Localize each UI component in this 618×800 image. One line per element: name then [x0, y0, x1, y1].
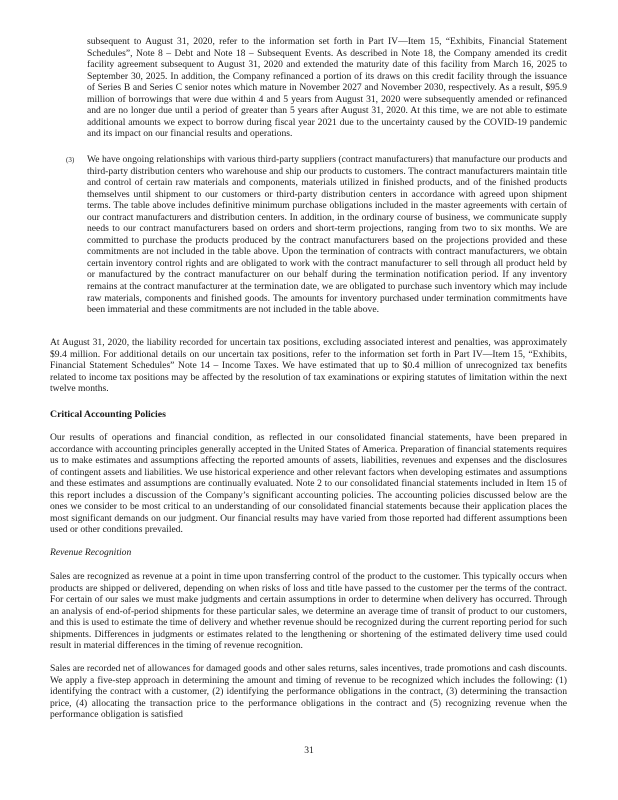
revenue-recognition-paragraph-2: Sales are recorded net of allowances for damaged goods and other sales returns, sales incentives, trade promotions and cash discounts. We apply a five-step approach in determining the amount and timing of revenue to be recognized which includes the following: (1) identifying the contract with a customer, (2) identifying the performance obligations in the contract, (3) determining the transaction price, (4) allocating the transaction price to the performance obligations in the contract and (5) recognizing revenue when the performance obligation is satisfied [50, 663, 567, 721]
tax-positions-paragraph: At August 31, 2020, the liability recorded for uncertain tax positions, excluding associated interest and penalties, was approximately $9.4 million. For additional details on our uncertain tax positions, refer to the information set forth in Part IV—Item 15, “Exhibits, Financial Statement Schedules” Note 14 – Income Taxes. We have estimated that up to $0.4 million of unrecognized tax benefits related to income tax positions may be affected by the resolution of tax examinations or expiring statutes of limitation within the next twelve months. [50, 337, 567, 395]
debt-continuation-paragraph: subsequent to August 31, 2020, refer to the information set forth in Part IV—Item 15, “Exhibits, Financial Statement Schedules”, Note 8 – Debt and Note 18 – Subsequent Events. As described in Note 18, the Company amended its credit facility agreement subsequent to August 31, 2020 and extended the maturity date of this facility from March 16, 2025 to September 30, 2025. In addition, the Company refinanced a portion of its draws on this credit facility through the issuance of Series B and Series C senior notes which mature in November 2027 and November 2030, respectively. As a result, $95.9 million of borrowings that were due within 4 and 5 years from August 31, 2020 were subsequently amended or refinanced and are no longer due until a period of greater than 5 years after August 31, 2020. At this time, we are not able to estimate additional amounts we expect to borrow during fiscal year 2021 due to the uncertainty caused by the COVID-19 pandemic and its impact on our financial results and operations. [87, 36, 567, 140]
critical-policies-paragraph: Our results of operations and financial condition, as reflected in our consolidated financial statements, have been prepared in accordance with accounting principles generally accepted in the United States of America. Preparation of financial statements requires us to make estimates and assumptions affecting the reported amounts of assets, liabilities, revenues and expenses and the disclosures of contingent assets and liabilities. We use historical experience and other relevant factors when developing estimates and assumptions and these estimates and assumptions are continually evaluated. Note 2 to our consolidated financial statements included in Item 15 of this report includes a discussion of the Company’s significant accounting policies. The accounting policies discussed below are the ones we consider to be most critical to an understanding of our consolidated financial statements because their application places the most significant demands on our judgment. Our financial results may have varied from those reported had different assumptions been used or other conditions prevailed. [50, 432, 567, 536]
section-heading: Critical Accounting Policies [50, 409, 166, 420]
revenue-recognition-paragraph-1: Sales are recognized as revenue at a point in time upon transferring control of the product to the customer. This typically occurs when products are shipped or delivered, depending on when risks of loss and title have passed to the customer per the terms of the contract. For certain of our sales we must make judgments and certain assumptions in order to determine when delivery has occurred. Through an analysis of end-of-period shipments for these particular sales, we determine an average time of transit of product to our customers, and this is used to estimate the time of delivery and whether revenue should be recognized during the current reporting period for such shipments. Differences in judgments or estimates related to the lengthening or shortening of the estimated delivery time used could result in material differences in the timing of revenue recognition. [50, 571, 567, 652]
footnote-marker: (3) [66, 156, 75, 164]
footnote-3-paragraph: We have ongoing relationships with various third-party suppliers (contract manufacturers) that manufacture our products and third-party distribution centers who warehouse and ship our products to customers. The contract manufacturers maintain title and control of certain raw materials and components, materials utilized in finished products, and of the finished products themselves until shipment to our customers or third-party distribution centers in accordance with agreed upon shipment terms. The table above includes definitive minimum purchase obligations included in the master agreements with certain of our contract manufacturers and distribution centers. In addition, in the ordinary course of business, we communicate supply needs to our contract manufacturers based on orders and short-term projections, ranging from two to six months. We are committed to purchase the products produced by the contract manufacturers based on the projections provided and these commitments are not included in the table above. Upon the termination of contracts with contract manufacturers, we obtain certain inventory control rights and are obligated to work with the contract manufacturer to sell through all product held by or manufactured by the contract manufacturer on our behalf during the termination notification period. If any inventory remains at the contract manufacturer at the termination date, we are obligated to purchase such inventory which may include raw materials, components and finished goods. The amounts for inventory purchased under termination commitments have been immaterial and these commitments are not included in the table above. [87, 154, 567, 316]
subsection-heading: Revenue Recognition [50, 547, 132, 558]
page-number: 31 [304, 745, 314, 756]
